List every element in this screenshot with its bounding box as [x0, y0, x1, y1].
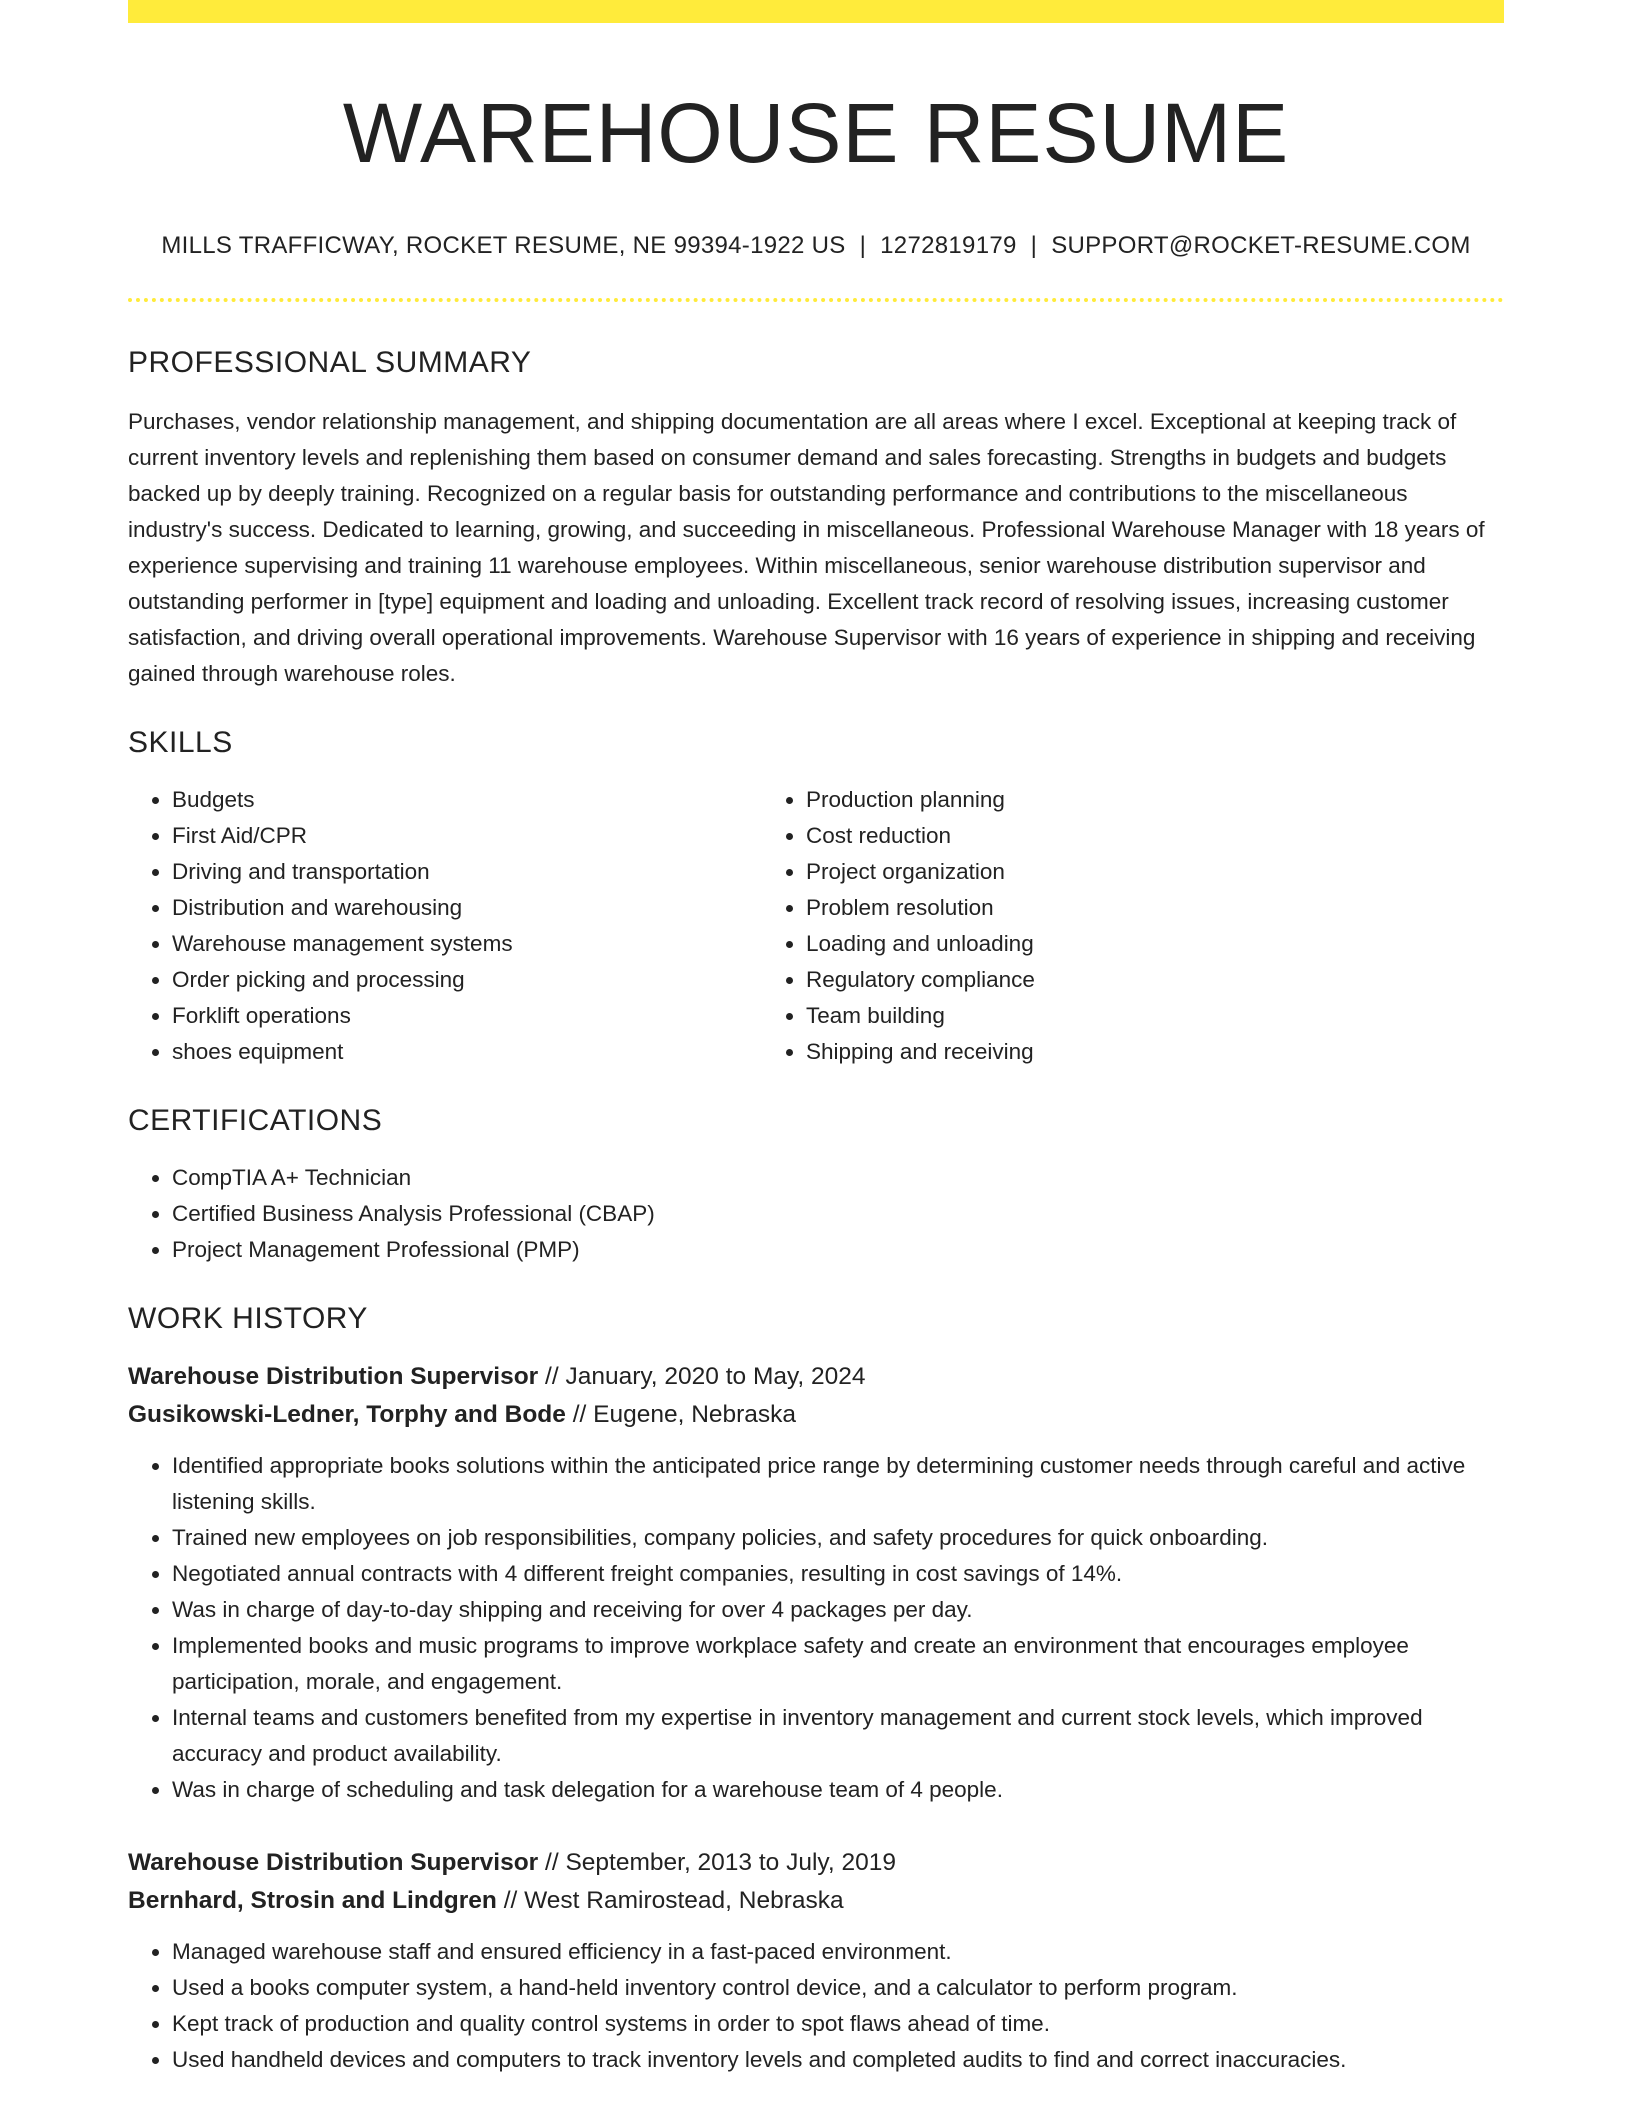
- job-dates: // January, 2020 to May, 2024: [538, 1362, 866, 1390]
- contact-line: [128, 232, 1504, 260]
- skill-item: • Warehouse management systems: [172, 926, 762, 962]
- skill-item: • Production planning: [806, 782, 1396, 818]
- skill-item: • Budgets: [172, 782, 762, 818]
- summary-heading: PROFESSIONAL SUMMARY: [128, 345, 532, 379]
- skill-item: • Loading and unloading: [806, 926, 1396, 962]
- skills-section: [128, 726, 1504, 1070]
- skill-item: • Order picking and processing: [172, 962, 762, 998]
- skill-item: • Team building: [806, 998, 1396, 1034]
- skills-grid: [128, 782, 1504, 1070]
- job-bullet: • Was in charge of day-to-day shipping and receiving for over 4 packages per day.: [172, 1592, 1504, 1628]
- job-title-line: [128, 1358, 1504, 1396]
- job-bullet: • Negotiated annual contracts with 4 different freight companies, resulting in cost savings of 14%.: [172, 1556, 1504, 1592]
- skill-item: • Forklift operations: [172, 998, 762, 1034]
- job-location: // West Ramirostead, Nebraska: [496, 1886, 844, 1914]
- job-bullet: • Kept track of production and quality control systems in order to spot flaws ahead of time.: [172, 2006, 1504, 2042]
- skill-item: • Problem resolution: [806, 890, 1396, 926]
- job-bullets: [128, 1934, 1504, 2078]
- job-dates: // September, 2013 to July, 2019: [538, 1848, 896, 1876]
- certifications-heading: CERTIFICATIONS: [128, 1103, 383, 1137]
- certifications-list: [128, 1160, 1504, 1268]
- skills-right-column: [762, 782, 1396, 1070]
- skill-item: • Cost reduction: [806, 818, 1396, 854]
- job-bullet: • Implemented books and music programs to improve workplace safety and create an environment that encourages employee participation, morale, and engagement.: [172, 1628, 1504, 1700]
- job-company: Gusikowski-Ledner, Torphy and Bode: [128, 1400, 566, 1428]
- job-bullet: • Was in charge of scheduling and task delegation for a warehouse team of 4 people.: [172, 1772, 1504, 1808]
- skill-item: • shoes equipment: [172, 1034, 762, 1070]
- skill-item: • Project organization: [806, 854, 1396, 890]
- contact-email[interactable]: SUPPORT@ROCKET-RESUME.COM: [1051, 231, 1471, 259]
- certifications-section: [128, 1104, 1504, 1268]
- contact-address: MILLS TRAFFICWAY, ROCKET RESUME, NE 99394-1922 US: [161, 231, 846, 259]
- job-company: Bernhard, Strosin and Lindgren: [128, 1886, 497, 1914]
- skill-item: • First Aid/CPR: [172, 818, 762, 854]
- skills-left-column: [128, 782, 762, 1070]
- skill-item: • Distribution and warehousing: [172, 890, 762, 926]
- job-bullet: • Trained new employees on job responsibilities, company policies, and safety procedures for quick onboarding.: [172, 1520, 1504, 1556]
- job-bullet: • Identified appropriate books solutions within the anticipated price range by determining customer needs through careful and active listening skills.: [172, 1448, 1504, 1520]
- skill-item: • Shipping and receiving: [806, 1034, 1396, 1070]
- summary-text: Purchases, vendor relationship management, and shipping documentation are all areas where I excel. Exceptional at keeping track of current inventory levels and replenishing them based on consumer demand and sales forecasting. Strengths in budgets and budgets backed up by deeply training. Recognized on a regular basis for outstanding performance and contributions to the miscellaneous industry's success. Dedicated to learning, growing, and succeeding in miscellaneous. Professional Warehouse Manager with 18 years of experience supervising and training 11 warehouse employees. Within miscellaneous, senior warehouse distribution supervisor and outstanding performer in [type] equipment and loading and unloading. Excellent track record of resolving issues, increasing customer satisfaction, and driving overall operational improvements. Warehouse Supervisor with 16 years of experience in shipping and receiving gained through warehouse roles.: [128, 408, 1485, 686]
- resume-title: WAREHOUSE RESUME: [342, 86, 1290, 180]
- job-title-line: [128, 1844, 1504, 1882]
- accent-top-bar: [128, 0, 1504, 23]
- job-company-line: [128, 1882, 1504, 1920]
- job-company-line: [128, 1396, 1504, 1434]
- job-bullet: • Used a books computer system, a hand-held inventory control device, and a calculator to perform program.: [172, 1970, 1504, 2006]
- certification-item: • Certified Business Analysis Professional (CBAP): [172, 1196, 1504, 1232]
- job-entry: [128, 1358, 1504, 1808]
- job-bullet: • Managed warehouse staff and ensured efficiency in a fast-paced environment.: [172, 1934, 1504, 1970]
- resume-page: [128, 0, 1504, 2078]
- work-history-heading: WORK HISTORY: [128, 1301, 368, 1335]
- job-entry: [128, 1844, 1504, 2078]
- contact-phone: 1272819179: [880, 231, 1017, 259]
- job-bullets: [128, 1448, 1504, 1808]
- job-bullet: • Used handheld devices and computers to track inventory levels and completed audits to find and correct inaccuracies.: [172, 2042, 1504, 2078]
- contact-separator: |: [859, 231, 867, 259]
- work-history-section: [128, 1302, 1504, 2078]
- certification-item: • Project Management Professional (PMP): [172, 1232, 1504, 1268]
- job-location: // Eugene, Nebraska: [565, 1400, 797, 1428]
- certification-item: • CompTIA A+ Technician: [172, 1160, 1504, 1196]
- dotted-divider: [128, 298, 1504, 302]
- job-bullet: • Internal teams and customers benefited from my expertise in inventory management and current stock levels, which improved accuracy and product availability.: [172, 1700, 1504, 1772]
- skill-item: • Driving and transportation: [172, 854, 762, 890]
- job-role: Warehouse Distribution Supervisor: [128, 1362, 539, 1390]
- skill-item: • Regulatory compliance: [806, 962, 1396, 998]
- job-role: Warehouse Distribution Supervisor: [128, 1848, 539, 1876]
- contact-separator: |: [1030, 231, 1038, 259]
- skills-heading: SKILLS: [128, 725, 233, 759]
